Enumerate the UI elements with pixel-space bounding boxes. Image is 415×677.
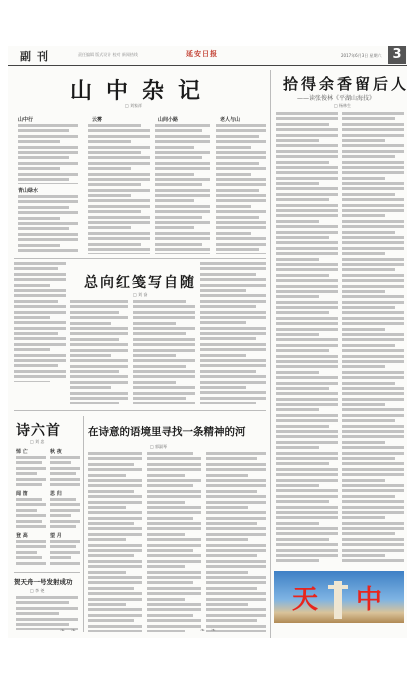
column-divider — [83, 416, 84, 632]
mid-article-byline: □ 刘 奋 — [133, 292, 148, 297]
page-number: 3 — [388, 46, 406, 64]
text-column — [276, 112, 338, 562]
text-column — [70, 300, 128, 404]
poem-text — [16, 498, 46, 528]
section-divider — [14, 572, 80, 573]
text-column — [206, 452, 266, 632]
section-divider — [14, 258, 266, 259]
section-name: 副刊 — [20, 50, 54, 63]
poem-title: 登 高 — [16, 533, 28, 539]
text-column — [88, 124, 150, 254]
section-head: 山中行 — [18, 117, 34, 123]
right-article-byline: □ 杨林生 — [334, 103, 352, 108]
text-column — [216, 124, 266, 254]
text-column — [88, 452, 142, 632]
right-article-subtitle: ——读张俊林《平湖山海技》 — [297, 95, 376, 102]
poem-text — [50, 540, 80, 566]
mid-article-title: 总向红笺写自随 — [84, 275, 196, 291]
poem-title: 思 归 — [50, 491, 62, 497]
main-article-byline: □ 刘家祥 — [125, 103, 143, 108]
poems-title: 诗六首 — [16, 423, 61, 439]
section-head: 山间小路 — [158, 117, 179, 123]
text-column — [342, 112, 404, 562]
text-column — [18, 124, 78, 184]
bottom-left-title: 贺天舟一号发射成功 — [14, 578, 73, 586]
masthead — [8, 46, 407, 66]
poem-title: 悼 亡 — [16, 449, 28, 455]
poem-text — [50, 498, 80, 528]
poem-text — [16, 596, 78, 630]
masthead-meta: 责任编辑 版式设计 校对 新闻热线 — [78, 52, 138, 57]
poem-title: 秋 夜 — [50, 449, 62, 455]
ornament: ❧ ❧ — [200, 627, 218, 634]
paper-logo: 延安日报 — [186, 49, 218, 58]
text-column — [147, 452, 201, 632]
monument-cap — [328, 585, 348, 589]
section-head: 青山绿水 — [18, 188, 39, 194]
ornament: ❧ ❧ — [60, 627, 78, 634]
poem-title: 闻 笛 — [16, 491, 28, 497]
section-head: 云雾 — [92, 117, 103, 123]
poem-text — [16, 456, 46, 486]
text-column — [155, 124, 210, 254]
column-divider — [270, 70, 271, 638]
text-column — [14, 262, 66, 382]
text-column — [200, 262, 266, 404]
section-head: 老人与山 — [220, 117, 241, 123]
poems-byline: □ 刘 忠 — [30, 439, 45, 444]
right-article-title: 拾得余香留后人 — [283, 75, 410, 93]
issue-date: 2017年6月3日 星期六 — [341, 53, 382, 58]
section-divider — [14, 410, 266, 411]
poem-text — [16, 540, 46, 566]
banner-photo — [274, 571, 404, 623]
poem-title: 望 月 — [50, 533, 62, 539]
bottom-article-byline: □ 郭淑琴 — [150, 444, 168, 449]
text-column — [133, 300, 195, 404]
main-article-title: 山中杂记 — [70, 78, 215, 104]
bottom-article-title: 在诗意的语境里寻找一条精神的河 — [88, 426, 246, 438]
text-column — [18, 195, 78, 253]
poem-text — [50, 456, 80, 486]
bottom-left-byline: □ 李 尧 — [30, 588, 45, 593]
banner-char-2: 中 — [356, 585, 383, 615]
banner-char-1: 天 — [292, 585, 319, 615]
